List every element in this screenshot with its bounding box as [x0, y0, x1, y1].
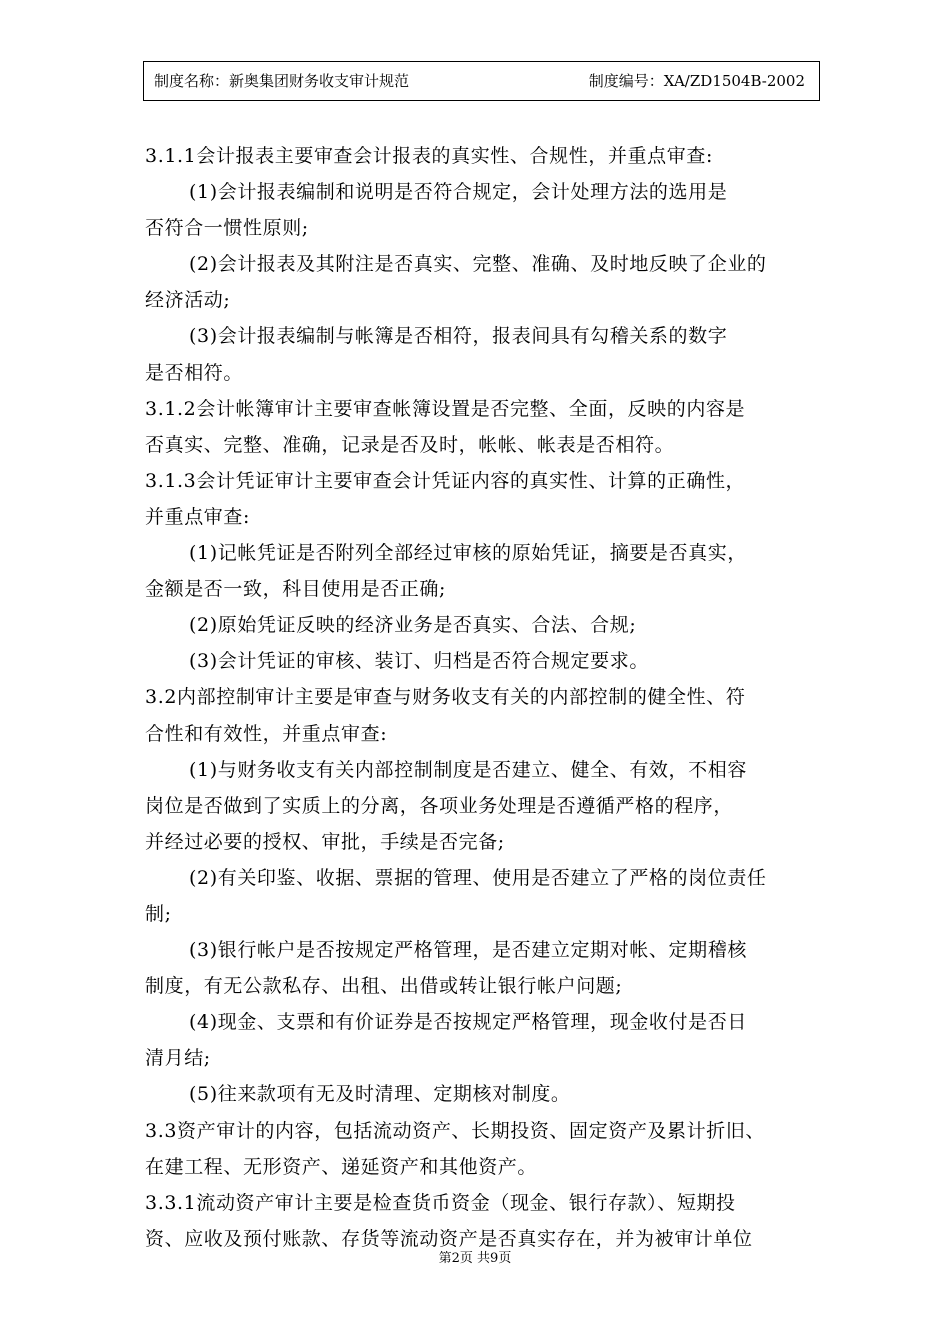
- body-line: 并经过必要的授权、审批，手续是否完备;: [145, 830, 505, 853]
- body-line: (3)银行帐户是否按规定严格管理，是否建立定期对帐、定期稽核: [189, 939, 747, 962]
- body-line: 是否相符。: [145, 361, 244, 384]
- body-line: (3)会计报表编制与帐簿是否相符，报表间具有勾稽关系的数字: [189, 325, 728, 348]
- body-line: 并重点审查:: [145, 505, 251, 528]
- body-line: (2)有关印鉴、收据、票据的管理、使用是否建立了严格的岗位责任: [189, 866, 767, 889]
- regulation-name: 制度名称：新奥集团财务收支审计规范: [154, 72, 410, 90]
- body-line: 3.1.3会计凭证审计主要审查会计凭证内容的真实性、计算的正确性，: [145, 469, 746, 492]
- body-line: (2)会计报表及其附注是否真实、完整、准确、及时地反映了企业的: [189, 253, 767, 276]
- body-line: (1)记帐凭证是否附列全部经过审核的原始凭证，摘要是否真实，: [189, 542, 747, 565]
- body-line: 3.2内部控制审计主要是审查与财务收支有关的内部控制的健全性、符: [145, 686, 746, 709]
- body-line: 3.1.1会计报表主要审查会计报表的真实性、合规性，并重点审查:: [145, 145, 713, 167]
- body-line: 岗位是否做到了实质上的分离，各项业务处理是否遵循严格的程序，: [145, 794, 734, 817]
- body-line: (1)与财务收支有关内部控制制度是否建立、健全、有效，不相容: [189, 758, 747, 781]
- body-line: (3)会计凭证的审核、装订、归档是否符合规定要求。: [189, 650, 649, 673]
- body-line: 在建工程、无形资产、递延资产和其他资产。: [145, 1155, 538, 1178]
- body-line: 制;: [145, 902, 172, 925]
- body-line: 合性和有效性，并重点审查:: [145, 722, 388, 745]
- body-line: 资、应收及预付账款、存货等流动资产是否真实存在，并为被审计单位: [145, 1227, 753, 1250]
- body-line: 3.1.2会计帐簿审计主要审查帐簿设置是否完整、全面，反映的内容是: [145, 397, 746, 420]
- body-line: 3.3资产审计的内容，包括流动资产、长期投资、固定资产及累计折旧、: [145, 1119, 766, 1142]
- regulation-code: 制度编号：XA/ZD1504B-2002: [588, 72, 805, 90]
- body-line: (4)现金、支票和有价证券是否按规定严格管理，现金收付是否日: [189, 1011, 747, 1034]
- document-body: [145, 138, 825, 1257]
- page-number: 第2页 共9页: [438, 1251, 512, 1266]
- body-line: 经济活动;: [145, 289, 231, 312]
- body-line: 清月结;: [145, 1047, 211, 1070]
- body-line: 3.3.1流动资产审计主要是检查货币资金（现金、银行存款）、短期投: [145, 1191, 736, 1214]
- body-line: 金额是否一致，科目使用是否正确;: [145, 578, 447, 601]
- document-header: [143, 61, 820, 101]
- body-line: (1)会计报表编制和说明是否符合规定，会计处理方法的选用是: [189, 181, 728, 204]
- body-line: 否符合一惯性原则;: [145, 217, 309, 240]
- body-line: 制度，有无公款私存、出租、出借或转让银行帐户问题;: [145, 975, 623, 998]
- body-line: (2)原始凭证反映的经济业务是否真实、合法、合规;: [189, 614, 637, 637]
- body-line: (5)往来款项有无及时清理、定期核对制度。: [189, 1083, 571, 1106]
- body-line: 否真实、完整、准确，记录是否及时，帐帐、帐表是否相符。: [145, 433, 675, 456]
